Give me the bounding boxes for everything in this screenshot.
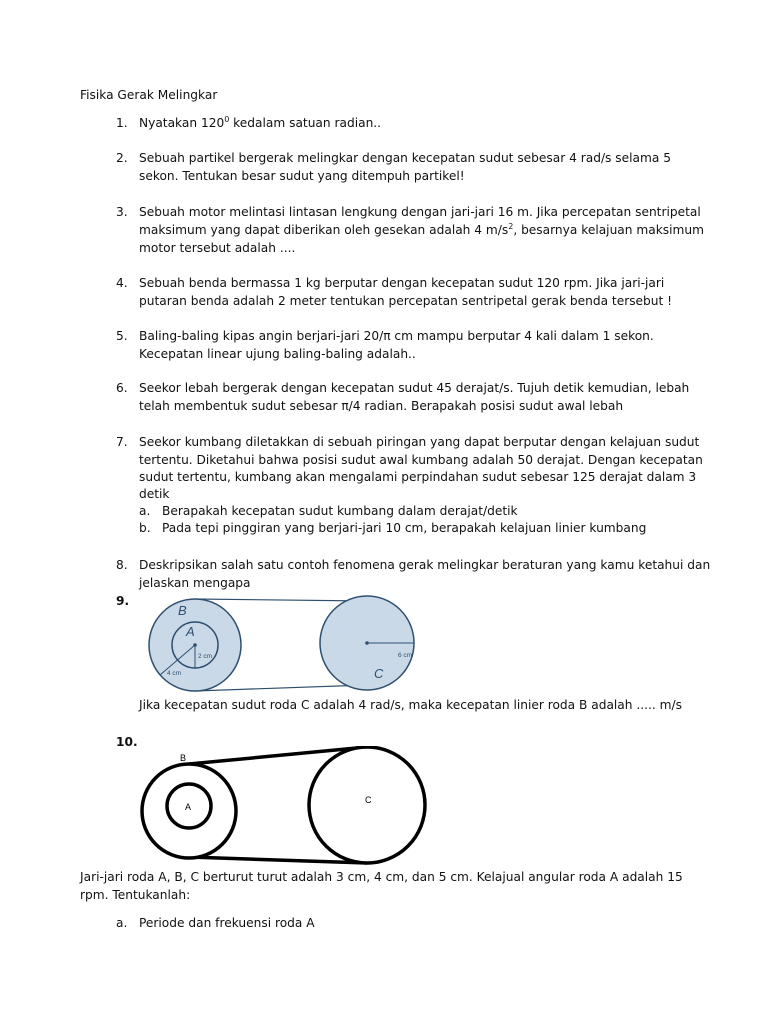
q8-line-2: jelaskan mengapa	[139, 576, 251, 590]
q6-line-1: Seekor lebah bergerak dengan kecepatan sudut 45 derajat/s. Tujuh detik kemudian, lebah	[139, 381, 690, 395]
q5-number: 5.	[116, 329, 128, 343]
q9-radius-c-label: 6 cm	[398, 652, 413, 659]
q5-line-1: Baling-baling kipas angin berjari-jari 20/π cm mampu berputar 4 kali dalam 1 sekon.	[139, 329, 654, 343]
q7a-text: Berapakah kecepatan sudut kumbang dalam derajat/detik	[162, 504, 518, 518]
q9-center-b	[193, 643, 197, 647]
q4-number: 4.	[116, 276, 128, 290]
q3-line-1: Sebuah motor melintasi lintasan lengkung dengan jari-jari 16 m. Jika percepatan sentripetal	[139, 205, 701, 219]
q7b-text: Pada tepi pinggiran yang berjari-jari 10 cm, berapakah kelajuan linier kumbang	[162, 521, 647, 535]
q9-belt-bottom-line	[195, 685, 367, 691]
q10-wheel-c	[309, 747, 425, 863]
q9-label-b: B	[178, 603, 187, 618]
q9-figure	[140, 595, 430, 695]
q3-line-2: maksimum yang dapat diberikan oleh gesekan adalah 4 $m/s^2$, besarnya kelajuan maksimum	[139, 221, 704, 237]
q7-number: 7.	[116, 435, 128, 449]
q10-number: 10.	[116, 735, 138, 749]
q9-belt-top-line	[195, 599, 367, 601]
q10-label-b: B	[180, 753, 187, 763]
q10-figure	[140, 746, 440, 866]
q2-line-1: Sebuah partikel bergerak melingkar dengan kecepatan sudut sebesar 4 rad/s selama 5	[139, 151, 671, 165]
q5-line-2: Kecepatan linear ujung baling-baling adalah..	[139, 347, 416, 361]
q9-radius-a-label: 2 cm	[198, 653, 213, 660]
q4-line-2: putaran benda adalah 2 meter tentukan percepatan sentripetal gerak benda tersebut !	[139, 294, 673, 308]
q10-line-2: rpm. Tentukanlah:	[80, 888, 191, 902]
q9-number: 9.	[116, 594, 130, 608]
q7-line-3: sudut tertentu, kumbang akan mengalami perpindahan sudut sebesar 125 derajat dalam 3	[139, 470, 697, 484]
q10-label-c: C	[365, 795, 372, 805]
q9-center-c	[365, 641, 369, 645]
page-title: Fisika Gerak Melingkar	[80, 88, 218, 102]
q10-line-1: Jari-jari roda A, B, C berturut turut adalah 3 cm, 4 cm, dan 5 cm. Kelajual angular roda A adalah 15	[80, 870, 683, 884]
q3-line-3: motor tersebut adalah ....	[139, 241, 296, 255]
q8-line-1: Deskripsikan salah satu contoh fenomena gerak melingkar beraturan yang kamu ketahui dan	[139, 558, 711, 572]
q8-number: 8.	[116, 558, 128, 572]
q9-radius-b-label: 4 cm	[167, 670, 182, 677]
q7-line-1: Seekor kumbang diletakkan di sebuah piringan yang dapat berputar dengan kelajuan sudut	[139, 435, 700, 449]
q10a-text: Periode dan frekuensi roda A	[139, 916, 315, 930]
q7b-letter: b.	[139, 521, 151, 535]
q2-line-2: sekon. Tentukan besar sudut yang ditempuh partikel!	[139, 169, 465, 183]
q9-label-a: A	[186, 624, 195, 639]
q3-number: 3.	[116, 205, 128, 219]
q9-label-c: C	[374, 666, 384, 681]
q1-text: Nyatakan $120^0$ kedalam satuan radian..	[139, 114, 382, 130]
q7a-letter: a.	[139, 504, 151, 518]
q9-text: Jika kecepatan sudut roda C adalah 4 rad/s, maka kecepatan linier roda B adalah ..... m/s	[139, 698, 682, 712]
q2-number: 2.	[116, 151, 128, 165]
q10-label-a: A	[185, 802, 192, 812]
q7-line-4: detik	[139, 487, 170, 501]
q6-number: 6.	[116, 381, 128, 395]
q7-line-2: tertentu. Diketahui bahwa posisi sudut awal kumbang adalah 50 derajat. Dengan kecepatan	[139, 453, 703, 467]
q10a-letter: a.	[116, 916, 128, 930]
q1-number: 1.	[116, 116, 128, 130]
q6-line-2: telah membentuk sudut sebesar π/4 radian. Berapakah posisi sudut awal lebah	[139, 399, 624, 413]
q4-line-1: Sebuah benda bermassa 1 kg berputar dengan kecepatan sudut 120 rpm. Jika jari-jari	[139, 276, 665, 290]
